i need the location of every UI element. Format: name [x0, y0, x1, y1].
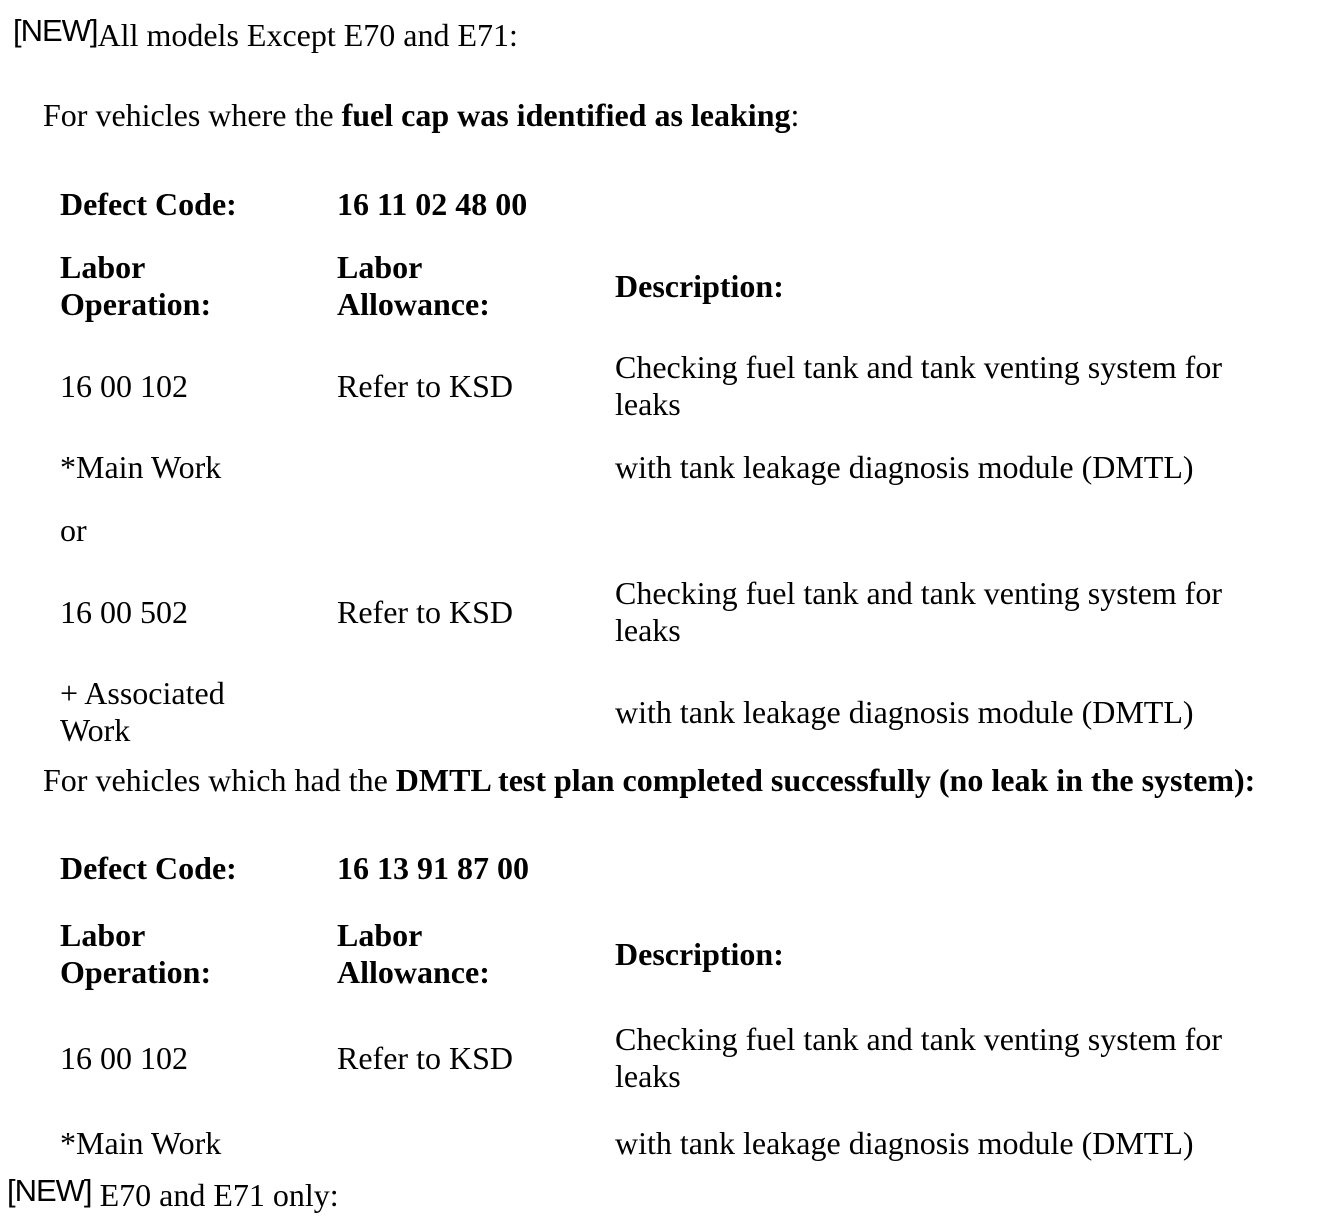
defect-code-label: Defect Code:: [60, 850, 237, 886]
labor-allowance-cell: [337, 1006, 615, 1110]
table-row: [60, 336, 1275, 436]
new-revision-tag: [NEW]: [13, 13, 98, 48]
description-cell: [615, 436, 1275, 499]
description-header-cell: [615, 236, 1275, 336]
section-heading-fuel-cap: [43, 97, 1328, 134]
description-value: Checking fuel tank and tank venting system for leaks: [615, 575, 1222, 648]
defect-code-label-cell: [60, 835, 337, 902]
col-header-labor-operation: Labor Operation:: [60, 917, 212, 990]
defect-code-value: 16 13 91 87 00: [337, 850, 529, 886]
description-cell: [615, 1110, 1275, 1177]
heading-prefix: For vehicles where the: [43, 97, 342, 133]
labor-operation-header-cell: [60, 902, 337, 1006]
labor-allowance-value: Refer to KSD: [337, 1039, 513, 1076]
heading-bold: fuel cap was identified as leaking: [341, 97, 791, 133]
labor-allowance-header-cell: [337, 236, 615, 336]
labor-operation-cell: [60, 562, 337, 662]
table-row-or: [60, 499, 1275, 562]
col-header-labor-allowance: Labor Allowance:: [337, 917, 490, 990]
labor-allowance-value: Refer to KSD: [337, 593, 513, 630]
labor-allowance-cell: [337, 336, 615, 436]
heading-bold: DMTL test plan completed successfully (no leak in the system):: [395, 762, 1256, 798]
labor-allowance-cell: [337, 499, 615, 562]
labor-operation-cell: [60, 662, 337, 762]
intro-line: [13, 13, 1328, 54]
labor-table-fuel-cap: [60, 173, 1275, 762]
labor-operation-value: *Main Work: [60, 1125, 222, 1161]
footer-text: E70 and E71 only:: [99, 1177, 339, 1213]
labor-allowance-cell: [337, 662, 615, 762]
description-value: with tank leakage diagnosis module (DMTL): [615, 693, 1194, 730]
labor-operation-value: 16 00 102: [60, 367, 188, 404]
defect-code-row: [60, 835, 1275, 902]
labor-operation-value: + Associated Work: [60, 675, 225, 748]
description-header-cell: [615, 902, 1275, 1006]
table-row: [60, 1006, 1275, 1110]
description-value: with tank leakage diagnosis module (DMTL): [615, 449, 1194, 485]
defect-code-value: 16 11 02 48 00: [337, 186, 528, 222]
or-separator: or: [60, 512, 87, 548]
labor-operation-value: 16 00 102: [60, 1039, 188, 1076]
table-row: [60, 1110, 1275, 1177]
col-header-description: Description:: [615, 935, 784, 972]
section-heading-dmtl: [43, 762, 1328, 799]
labor-operation-cell: [60, 1006, 337, 1110]
description-value: Checking fuel tank and tank venting system for leaks: [615, 1021, 1222, 1094]
labor-operation-cell: [60, 436, 337, 499]
labor-operation-cell: [60, 499, 337, 562]
description-cell: [615, 499, 1275, 562]
labor-operation-cell: [60, 1110, 337, 1177]
labor-allowance-cell: [337, 562, 615, 662]
labor-operation-value: 16 00 502: [60, 593, 188, 630]
new-revision-tag: [NEW]: [7, 1173, 92, 1208]
description-value: with tank leakage diagnosis module (DMTL): [615, 1125, 1194, 1161]
col-header-description: Description:: [615, 267, 784, 304]
labor-operation-header-cell: [60, 236, 337, 336]
labor-operation-value: *Main Work: [60, 449, 222, 485]
labor-allowance-value: Refer to KSD: [337, 367, 513, 404]
table-row: [60, 562, 1275, 662]
defect-code-label: Defect Code:: [60, 186, 237, 222]
col-header-labor-allowance: Labor Allowance:: [337, 249, 490, 322]
description-cell: [615, 1006, 1275, 1110]
labor-operation-cell: [60, 336, 337, 436]
heading-prefix: For vehicles which had the: [43, 762, 396, 798]
footer-line: [7, 1173, 1328, 1214]
col-header-labor-operation: Labor Operation:: [60, 249, 212, 322]
table-header-row: [60, 902, 1275, 1006]
description-cell: [615, 562, 1275, 662]
table-row: [60, 436, 1275, 499]
labor-allowance-cell: [337, 436, 615, 499]
labor-table-dmtl: [60, 835, 1275, 1177]
description-cell: [615, 336, 1275, 436]
defect-code-label-cell: [60, 173, 337, 236]
table-header-row: [60, 236, 1275, 336]
defect-code-row: [60, 173, 1275, 236]
description-cell: [615, 662, 1275, 762]
defect-code-value-cell: [337, 835, 1275, 902]
description-value: Checking fuel tank and tank venting system for leaks: [615, 349, 1222, 422]
heading-suffix: :: [790, 97, 800, 133]
defect-code-value-cell: [337, 173, 1275, 236]
intro-text: All models Except E70 and E71:: [97, 17, 518, 53]
labor-allowance-header-cell: [337, 902, 615, 1006]
table-row: [60, 662, 1275, 762]
labor-allowance-cell: [337, 1110, 615, 1177]
